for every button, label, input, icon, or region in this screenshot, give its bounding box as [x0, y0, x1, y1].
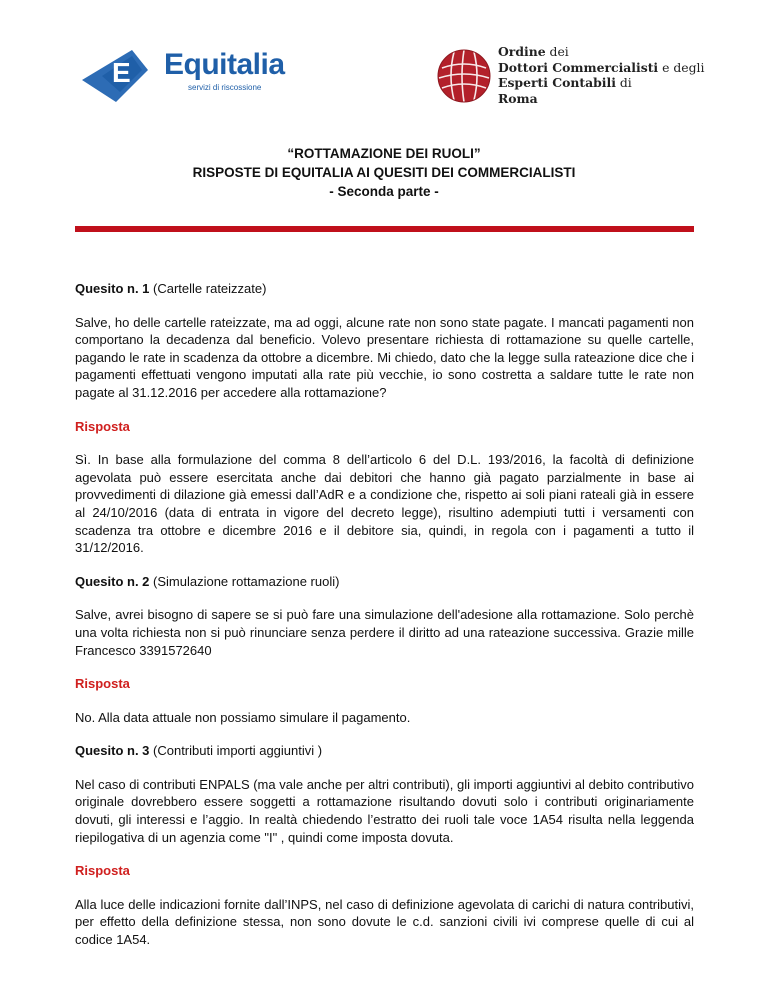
question-heading-1: Quesito n. 1 (Cartelle rateizzate): [75, 281, 267, 296]
question-heading-3: Quesito n. 3 (Contributi importi aggiuntivi ): [75, 743, 323, 759]
answer-text-1: Sì. In base alla formulazione del comma 8 dell’articolo 6 del D.L. 193/2016, la facoltà di definizione agevolata può essere esercitata anche dai debitori che hanno già pagato parzialmente in base ai provvedimenti di dilazione già emessi dall’AdR e a condizione che, rispetto ai soli piani rateali già in essere al 24/10/2016 (data di entrata in vigore del decreto legge), risultino adempiuti tutti i versamenti con scadenza tra ottobre e dicembre 2016 e il debitore sia, quindi, in regola con i pagamenti a tutto il 31/12/2016.: [75, 452, 694, 556]
question-text-3: Nel caso di contributi ENPALS (ma vale anche per altri contributi), gli importi aggiuntivi al debito contributivo originale dovrebbero essere soggetti a rottamazione risultando dovuti solo i contributi originariamente dovuti, gli interessi e l’aggio. In realtà chiedendo l’estratto dei ruoli tale voce 1A54 risulta nella leggenda riepilogativa di un agenzia come "I" , quindi come imposta dovuta.: [75, 776, 694, 845]
equitalia-logo-icon: [80, 42, 164, 106]
answer-text-2: No. Alla data attuale non possiamo simulare il pagamento.: [75, 709, 411, 725]
globe-emblem-icon: [436, 44, 494, 108]
document-title: [0, 144, 768, 201]
ordine-name: Ordine dei Dottori Commercialisti e degli Esperti Contabili di Roma: [498, 44, 705, 106]
document-body: [75, 280, 694, 965]
equitalia-name: Equitalia: [164, 48, 285, 81]
title-line-2: RISPOSTE DI EQUITALIA AI QUESITI DEI COMMERCIALISTI: [192, 165, 576, 180]
equitalia-tagline: servizi di riscossione: [188, 83, 262, 92]
ordine-logo: [436, 44, 716, 108]
title-line-3: - Seconda parte -: [329, 184, 439, 199]
equitalia-logo: [80, 42, 285, 106]
answer-text-3: Alla luce delle indicazioni fornite dall’INPS, nel caso di definizione agevolata di carichi di natura contributivi, per effetto della definizione stessa, non sono dovute le c.d. sanzioni civili ivi comprese quelle di cui al codice 1A54.: [75, 896, 694, 948]
answer-label-3: Risposta: [75, 863, 130, 879]
question-text-2: Salve, avrei bisogno di sapere se si può fare una simulazione dell'adesione alla rottamazione. Solo perchè una volta richiesta non si può rinunciare senza perdere il diritto ad una rateazione successiva. Grazie mille Francesco 3391572640: [75, 607, 694, 658]
question-text-1: Salve, ho delle cartelle rateizzate, ma ad oggi, alcune rate non sono state pagate. I mancati pagamenti non comportano la decadenza dal beneficio. Volevo presentare richiesta di rottamazione su quelle cartelle, pagando le rate in scadenza da ottobre a dicembre. Mi chiedo, dato che la legge sulla rateazione dice che i pagamenti effettuati vengono imputati alla rate più vecchie, io sono costretta a saldare tutte le rate non pagate al 31.12.2016 per accedere alla rottamazione?: [75, 314, 694, 400]
title-line-1: “ROTTAMAZIONE DEI RUOLI”: [287, 146, 481, 161]
question-heading-2: Quesito n. 2 (Simulazione rottamazione ruoli): [75, 573, 340, 589]
red-divider: [75, 226, 694, 232]
answer-label-2: Risposta: [75, 676, 130, 692]
answer-label-1: Risposta: [75, 418, 130, 434]
svg-text:E: E: [112, 57, 131, 88]
